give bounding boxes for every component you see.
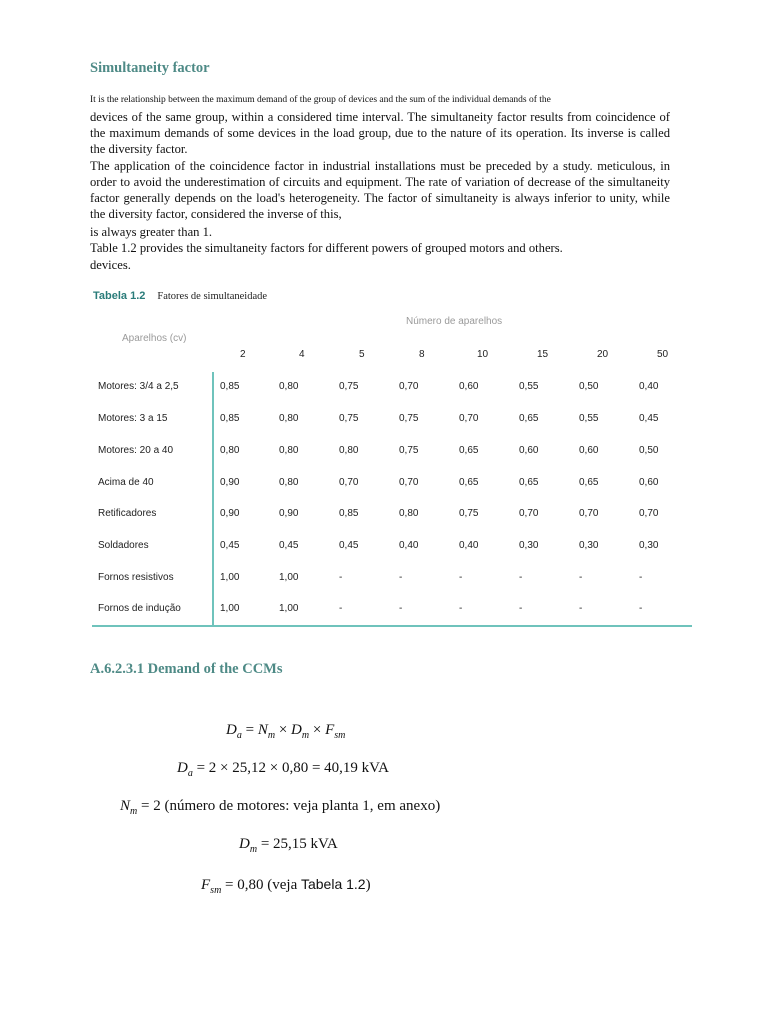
table-cell: - — [399, 572, 403, 583]
table-cell: 0,70 — [519, 508, 539, 519]
table-cell: 0,60 — [639, 477, 659, 488]
table-cell: 0,75 — [339, 381, 359, 392]
subsection-title: A.6.2.3.1 Demand of the CCMs — [90, 661, 283, 677]
table-cell: - — [519, 603, 523, 614]
table-number: Tabela 1.2 — [93, 290, 146, 302]
formula-demand-value: $D_a = 2 \times 25,12 \times 0,80 = 40,19$ kVA — [177, 760, 389, 779]
table-cell: 0,90 — [220, 508, 240, 519]
table-cell: 0,80 — [220, 445, 240, 456]
table-cell: 0,45 — [639, 413, 659, 424]
table-cell: 0,75 — [339, 413, 359, 424]
table-cell: 0,60 — [459, 381, 479, 392]
table-column-header: 8 — [419, 349, 425, 360]
table-cell: 0,80 — [279, 445, 299, 456]
table-group-header: Número de aparelhos — [406, 316, 503, 327]
table-cell: 0,40 — [459, 540, 479, 551]
intro-line: It is the relationship between the maximum demand of the group of devices and the sum of the individual demands of the — [90, 95, 551, 105]
table-cell: 0,85 — [220, 381, 240, 392]
table-cell: 0,55 — [579, 413, 599, 424]
table-title: Fatores de simultaneidade — [157, 291, 268, 302]
table-cell: 0,65 — [519, 413, 539, 424]
table-cell: 0,60 — [579, 445, 599, 456]
table-cell: 0,70 — [639, 508, 659, 519]
table-cell: 0,70 — [579, 508, 599, 519]
paragraph-1: devices of the same group, within a considered time interval. The simultaneity factor results from coincidence of the maximum demands of some devices in the load group, due to the nature of its operation. Its inverse is called the diversity factor. — [90, 110, 670, 156]
table-cell: 0,45 — [339, 540, 359, 551]
formula-demand-value-text: = 2 × 25,12 × 0,80 = 40,19 kVA — [192, 760, 389, 776]
table-divider-vertical — [212, 372, 214, 626]
table-cell: - — [579, 603, 583, 614]
formula-nm: $N_m = 2$ (número de motores: veja planta 1, em anexo) — [120, 798, 441, 817]
table-cell: 0,85 — [220, 413, 240, 424]
table-cell: 0,80 — [279, 381, 299, 392]
table-column-header: 15 — [537, 349, 549, 360]
table-reference-link[interactable]: Tabela 1.2 — [300, 876, 366, 892]
table-column-header: 50 — [657, 349, 669, 360]
formula-fsm-close: ) — [365, 877, 371, 893]
formula-fsm-text: = 0,80 (veja — [221, 877, 301, 893]
table-caption — [93, 290, 267, 302]
table-cell: 0,30 — [519, 540, 539, 551]
table-row-label: Fornos resistivos — [98, 572, 174, 583]
table-cell: 0,50 — [579, 381, 599, 392]
table-cell: 0,40 — [639, 381, 659, 392]
table-row-label: Motores: 20 a 40 — [98, 445, 174, 456]
table-column-header: 10 — [477, 349, 489, 360]
formula-dm: $D_m = 25,15$ kVA — [239, 836, 338, 855]
table-cell: 0,75 — [459, 508, 479, 519]
table-cell: 0,45 — [279, 540, 299, 551]
table-cell: 0,65 — [459, 445, 479, 456]
table-row-label: Acima de 40 — [98, 477, 154, 488]
paragraph-4: Table 1.2 provides the simultaneity factors for different powers of grouped motors and others. — [90, 241, 563, 255]
table-cell: 0,40 — [399, 540, 419, 551]
table-cell: - — [399, 603, 403, 614]
table-cell: - — [639, 572, 643, 583]
table-column-header: 20 — [597, 349, 609, 360]
table-cell: 0,65 — [579, 477, 599, 488]
table-cell: 0,80 — [339, 445, 359, 456]
table-cell: 0,90 — [220, 477, 240, 488]
table-cell: 1,00 — [279, 572, 299, 583]
table-cell: 0,55 — [519, 381, 539, 392]
table-cell: - — [339, 603, 343, 614]
formula-nm-text: = 2 (número de motores: veja planta 1, em anexo) — [137, 798, 441, 814]
table-row-label: Retificadores — [98, 508, 157, 519]
table-column-header: 4 — [299, 349, 305, 360]
table-cell: 1,00 — [279, 603, 299, 614]
table-cell: 1,00 — [220, 572, 240, 583]
table-cell: - — [459, 572, 463, 583]
paragraph-2: The application of the coincidence factor in industrial installations must be preceded by a study. meticulous, in order to avoid the underestimation of circuits and equipment. The rate of variation of decrease of the simultaneity factor generally depends on the load's heterogeneity. The factor of simultaneity is always inferior to unity, while the diversity factor, considered the inverse of this, — [90, 159, 670, 221]
formula-fsm: $F_{sm} = 0,80$ (veja Tabela 1.2) — [201, 876, 371, 896]
table-row-label: Soldadores — [98, 540, 149, 551]
table-cell: 0,50 — [639, 445, 659, 456]
table-cell: - — [339, 572, 343, 583]
table-bottom-rule — [92, 625, 692, 627]
table-column-header: 2 — [240, 349, 246, 360]
table-cell: 0,70 — [399, 381, 419, 392]
table-row-label: Motores: 3 a 15 — [98, 413, 168, 424]
table-cell: 1,00 — [220, 603, 240, 614]
table-cell: 0,70 — [399, 477, 419, 488]
table-cell: 0,70 — [339, 477, 359, 488]
table-cell: 0,75 — [399, 445, 419, 456]
section-title: Simultaneity factor — [90, 60, 210, 76]
table-cell: 0,65 — [519, 477, 539, 488]
table-row-header: Aparelhos (cv) — [122, 333, 187, 344]
table-cell: - — [639, 603, 643, 614]
table-cell: 0,45 — [220, 540, 240, 551]
table-cell: 0,75 — [399, 413, 419, 424]
table-cell: - — [579, 572, 583, 583]
paragraph-3: is always greater than 1. — [90, 225, 213, 239]
paragraph-5: devices. — [90, 258, 131, 272]
table-cell: 0,80 — [279, 477, 299, 488]
table-cell: 0,80 — [279, 413, 299, 424]
formula-dm-text: = 25,15 kVA — [257, 836, 338, 852]
table-cell: 0,60 — [519, 445, 539, 456]
table-column-header: 5 — [359, 349, 365, 360]
formula-demand: $D_a = N_m \times D_m \times F_{sm}$ — [226, 722, 346, 741]
table-row-label: Motores: 3/4 a 2,5 — [98, 381, 179, 392]
table-cell: 0,90 — [279, 508, 299, 519]
table-cell: - — [519, 572, 523, 583]
table-cell: 0,70 — [459, 413, 479, 424]
table-row-label: Fornos de indução — [98, 603, 181, 614]
table-cell: 0,30 — [579, 540, 599, 551]
table-cell: 0,85 — [339, 508, 359, 519]
table-cell: 0,30 — [639, 540, 659, 551]
table-cell: - — [459, 603, 463, 614]
table-cell: 0,80 — [399, 508, 419, 519]
table-cell: 0,65 — [459, 477, 479, 488]
